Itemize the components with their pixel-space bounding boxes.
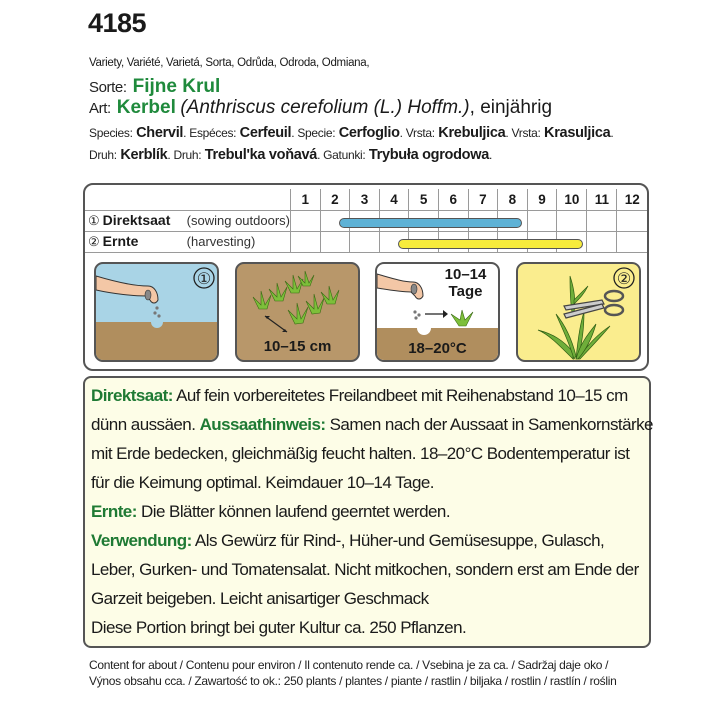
month-3: 3 [350,189,380,210]
species-label: Vrsta: [405,126,435,140]
svg-text:①: ① [196,271,212,288]
info-line: Ernte: Die Blätter können laufend geerntet werden. [91,502,451,521]
harvest-pictogram [516,262,641,362]
month-1: 1 [290,189,320,210]
druh-label: Gatunki: [323,148,366,162]
germination-temperature: 18–20°C [408,340,467,357]
species-name: Kerbel [116,97,176,118]
harvest-period-bar [398,239,583,249]
svg-text:②: ② [616,271,632,288]
latin-name: (Anthriscus cerefolium (L.) Hoffm.) [180,97,470,118]
spacing-pictogram [235,262,360,362]
content-footer [89,657,616,689]
info-line: Garzeit beigeben. Leicht anisartiger Geschmack [91,589,429,608]
instructions-panel [83,376,651,648]
druh-value: Kerblík [120,147,168,163]
month-9: 9 [527,189,557,210]
step-marker: ① [88,213,100,228]
info-line: Direktsaat: Auf fein vorbereitetes Freilandbeet mit Reihenabstand 10–15 cm [91,386,628,405]
section-heading-aussaathinweis: Aussaathinweis: [199,415,326,434]
scissors-harvest-icon [518,264,641,362]
month-10: 10 [557,189,587,210]
month-7: 7 [468,189,498,210]
row-subtitle: (harvesting) [186,234,256,249]
druh-label: Druh: [89,148,117,162]
species-label: Espéces: [189,126,237,140]
month-header-row [85,189,647,210]
species-value: Krasuljica [544,125,611,141]
month-6: 6 [438,189,468,210]
month-4: 4 [379,189,409,210]
sowing-calendar [83,183,649,371]
sowing-period-bar [339,218,522,228]
info-line: mit Erde bedecken, gleichmäßig feucht halten. 18–20°C Bodentemperatur ist [91,444,630,463]
info-line: für die Keimung optimal. Keimdauer 10–14 Tage. [91,473,434,492]
row-name: Direktsaat [102,212,171,228]
month-12: 12 [617,189,647,210]
section-heading-ernte: Ernte: [91,502,137,521]
species-translations: Species: Chervil. Espéces: Cerfeuil. Specie: Cerfoglio. Vrsta: Krebuljica. Vrsta: Krasuljica. [89,125,614,141]
info-line: Leber, Gurken- und Tomatensalat. Nicht mitkochen, sondern erst am Ende der [91,560,639,579]
info-line: Verwendung: Als Gewürz für Rind-, Hüher-und Gemüsesuppe, Gulasch, [91,531,605,550]
species-value: Chervil [136,125,184,141]
variety-name: Fijne Krul [132,76,221,97]
art-line [89,97,552,119]
spacing-label: 10–15 cm [263,338,332,355]
species-value: Krebuljica [438,125,506,141]
species-label: Specie: [297,126,336,140]
sorte-line [89,76,220,98]
section-heading-verwendung: Verwendung: [91,531,192,550]
lifecycle: , einjährig [469,97,553,118]
druh-value: Trybuła ogrodowa [368,147,489,163]
footer-line-1: Content for about / Contenu pour environ / Il contenuto rende ca. / Vsebina je za ca. / Sadržaj daje oko / [89,658,609,672]
species-value: Cerfeuil [239,125,292,141]
hand-sowing-icon [96,264,219,362]
species-label: Species: [89,126,133,140]
month-2: 2 [320,189,350,210]
druh-value: Trebul'ka voňavá [204,147,318,163]
step-marker: ② [88,234,100,249]
germination-unit: Tage [448,283,483,300]
info-line: dünn aussäen. Aussaathinweis: Samen nach der Aussaat in Samenkornstärke [91,415,653,434]
druh-translations: Druh: Kerblík. Druh: Trebul'ka voňavá. Gatunki: Trybuła ogrodowa. [89,147,493,163]
germination-days: 10–14 [444,266,487,283]
product-code: 4185 [88,8,147,38]
sorte-label: Sorte: [89,79,127,96]
species-label: Vrsta: [511,126,541,140]
art-label: Art: [89,100,111,117]
footer-line-2: Výnos obsahu cca. / Zawartość to ok.: 250 plants / plantes / piante / rastlin / biljaka / rostlin / rastlín / roślin [89,674,617,688]
row-subtitle: (sowing outdoors) [186,213,290,228]
druh-label: Druh: [173,148,202,162]
info-line: Diese Portion bringt bei guter Kultur ca. 250 Pflanzen. [91,618,467,637]
month-8: 8 [498,189,528,210]
sowing-pictogram [94,262,219,362]
variety-languages: Variety, Variété, Varietá, Sorta, Odrůda, Odroda, Odmiana, [89,57,370,69]
section-heading-direktsaat: Direktsaat: [91,386,173,405]
row-name: Ernte [102,233,139,249]
month-5: 5 [409,189,439,210]
germination-pictogram [375,262,500,362]
month-11: 11 [587,189,617,210]
species-value: Cerfoglio [338,125,400,141]
